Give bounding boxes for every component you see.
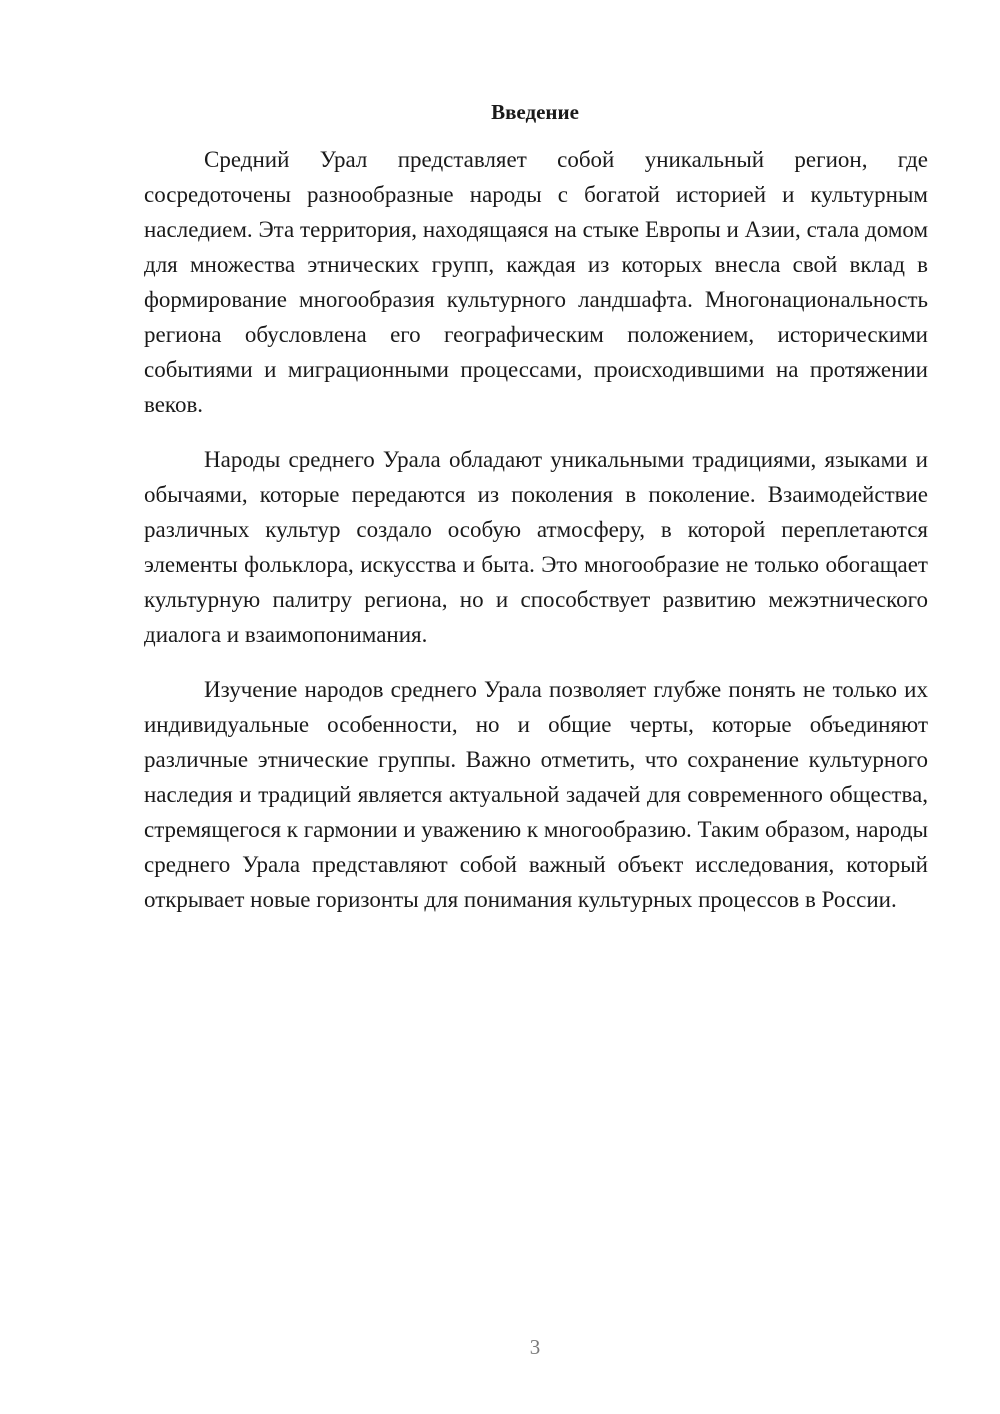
document-body xyxy=(144,142,928,937)
paragraph-3: Изучение народов среднего Урала позволяет глубже понять не только их индивидуальные особенности, но и общие черты, которые объединяют различные этнические группы. Важно отметить, что сохранение культурного наследия и традиций является актуальной задачей для современного общества, стремящегося к гармонии и уважению к многообразию. Таким образом, народы среднего Урала представляют собой важный объект исследования, который открывает новые горизонты для понимания культурных процессов в России. xyxy=(144,677,928,912)
paragraph-1: Средний Урал представляет собой уникальный регион, где сосредоточены разнообразные народы с богатой историей и культурным наследием. Эта территория, находящаяся на стыке Европы и Азии, стала домом для множества этнических групп, каждая из которых внесла свой вклад в формирование многообразия культурного ландшафта. Многонациональность региона обусловлена его географическим положением, историческими событиями и миграционными процессами, происходившими на протяжении веков. xyxy=(144,147,928,417)
page-title: Введение xyxy=(491,100,579,124)
paragraph-2: Народы среднего Урала обладают уникальными традициями, языками и обычаями, которые передаются из поколения в поколение. Взаимодействие различных культур создало особую атмосферу, в которой переплетаются элементы фольклора, искусства и быта. Это многообразие не только обогащает культурную палитру региона, но и способствует развитию межэтнического диалога и взаимопонимания. xyxy=(144,447,928,647)
page-number: 3 xyxy=(529,1335,541,1359)
